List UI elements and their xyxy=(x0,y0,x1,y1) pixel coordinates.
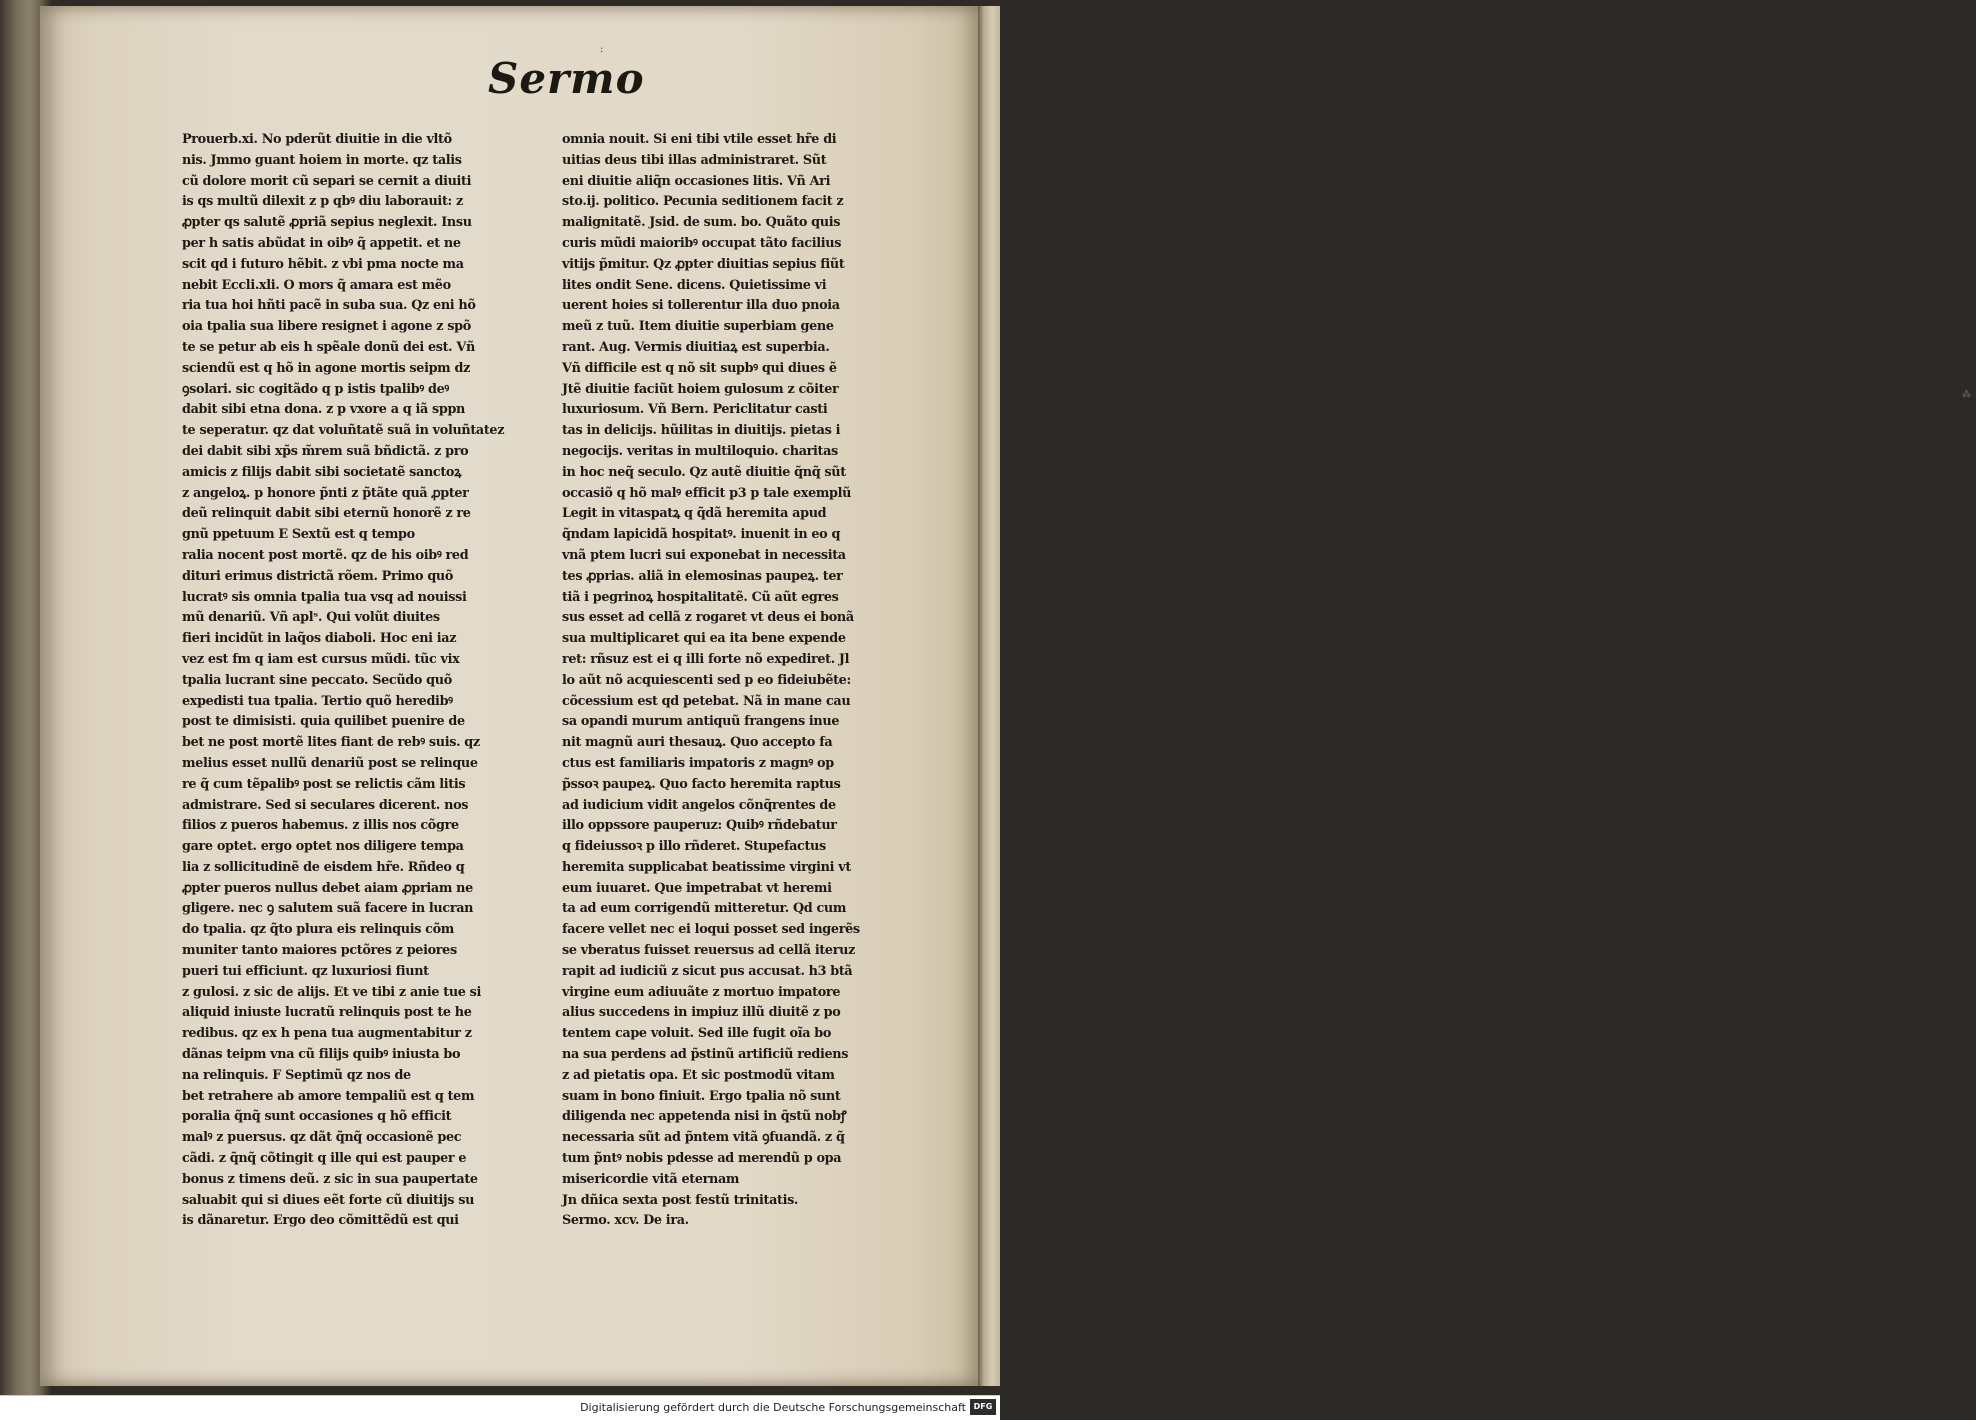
right-column-line: ctus est familiaris impatoris z magnꝰ op xyxy=(562,755,834,771)
left-column-line: tpalia lucrant sine peccato. Secũdo quõ xyxy=(182,672,452,688)
left-column-line: vez est fm q iam est cursus mũdi. tũc vix xyxy=(182,651,460,667)
left-column-line: filios z pueros habemus. z illis nos cõgre xyxy=(182,818,459,834)
left-column-line: mũ denariũ. Vñ aplˢ. Qui volũt diuites xyxy=(182,610,440,626)
left-column-line: muniter tanto maiores pctõres z peiores xyxy=(182,943,457,959)
left-column-line: gligere. nec ꝯ salutem suã facere in lucran xyxy=(182,901,474,917)
left-column-line: na relinquis. F Septimũ qz nos de xyxy=(182,1067,411,1083)
right-column-line: ret: rñsuz est ei q illi forte nõ expediret. Jl xyxy=(562,651,850,667)
right-column-line: q̃ndam lapicidã hospitatꝰ. inuenit in eo q xyxy=(562,527,841,543)
left-column-line: ꝓpter qs salutẽ ꝓpriã sepius neglexit. Insu xyxy=(182,215,472,231)
right-column-line: malignitatẽ. Jsid. de sum. bo. Quãto quis xyxy=(562,215,841,231)
right-column-line: tas in delicijs. hũilitas in diuitijs. pietas i xyxy=(562,423,841,439)
page-mark: : xyxy=(600,44,604,55)
left-column-line: oia tpalia sua libere resignet i agone z spõ xyxy=(182,319,471,335)
right-column-line: tum p̃ntꝰ nobis pdesse ad merendũ p opa xyxy=(562,1151,842,1167)
left-column-line: expedisti tua tpalia. Tertio quõ heredibꝰ xyxy=(182,693,453,709)
left-column-line: is dãnaretur. Ergo deo cõmittẽdũ est qui xyxy=(182,1213,459,1229)
left-column-line: cũ dolore morit cũ separi se cernit a diuiti xyxy=(182,173,472,189)
left-column-line: lucratꝰ sis omnia tpalia tua vsq ad nouissi xyxy=(182,589,467,605)
right-column-line: in hoc neq̃ seculo. Qz autẽ diuitie q̃nq̃ sũt xyxy=(562,464,846,480)
left-column-line: aliquid iniuste lucratũ relinquis post te he xyxy=(182,1005,472,1021)
right-column-line: suam in bono finiuit. Ergo tpalia nõ sunt xyxy=(562,1088,841,1104)
right-column-line: sus esset ad cellã z rogaret vt deus ei bonã xyxy=(562,610,854,626)
left-column-line: fieri incidũt in laq̃os diaboli. Hoc eni iaz xyxy=(182,631,457,647)
right-column-line: vitijs p̃mitur. Qz ꝓpter diuitias sepius fiũt xyxy=(562,256,845,272)
running-header: Sermo xyxy=(488,54,645,103)
next-page-edge xyxy=(978,6,1971,1386)
right-column-line: necessaria sũt ad p̃ntem vitã ꝯfuandã. z q̃ xyxy=(562,1130,845,1146)
left-column-line: saluabit qui si diues eẽt forte cũ diuitijs su xyxy=(182,1192,475,1208)
left-column-line: gare optet. ergo optet nos diligere tempa xyxy=(182,839,464,855)
right-column-line: ta ad eum corrigendũ mitteretur. Qd cum xyxy=(562,901,847,917)
left-column-line: z angeloꝝ. p honore p̃nti z p̃tãte quã ꝓpter xyxy=(182,485,469,501)
right-column-line: negocijs. veritas in multiloquio. charitas xyxy=(562,443,838,459)
right-column-line: vnã ptem lucri sui exponebat in necessita xyxy=(562,547,846,563)
right-column-line: ad iudicium vidit angelos cõnq̃rentes de xyxy=(562,797,836,813)
right-column-line: diligenda nec appetenda nisi in q̃stũ nobꝭ xyxy=(562,1109,847,1125)
funding-credit: Digitalisierung gefördert durch die Deutsche Forschungsgemeinschaft xyxy=(580,1401,966,1414)
dfg-logo: DFG xyxy=(970,1399,996,1415)
right-column-line: lites ondit Sene. dicens. Quietissime vi xyxy=(562,277,827,293)
left-column-line: do tpalia. qz q̃to plura eis relinquis cõm xyxy=(182,922,454,938)
right-column-line: cõcessium est qd petebat. Nã in mane cau xyxy=(562,693,851,709)
right-column-line: meũ z tuũ. Item diuitie superbiam gene xyxy=(562,319,834,335)
right-column-line: rant. Aug. Vermis diuitiaꝝ est superbia. xyxy=(562,339,830,355)
right-column-line: uitias deus tibi illas administraret. Sũt xyxy=(562,152,827,168)
left-column-line: deũ relinquit dabit sibi eternũ honorẽ z re xyxy=(182,506,471,522)
left-column-line: te seperatur. qz dat voluñtatẽ suã in voluñtatez xyxy=(182,423,505,439)
left-column-line: bet ne post mortẽ lites fiant de rebꝰ suis. qz xyxy=(182,735,480,751)
left-column-line: nis. Jmmo guant hoiem in morte. qz talis xyxy=(182,152,462,168)
left-column-line: dituri erimus districtã rõem. Primo quõ xyxy=(182,568,454,584)
left-column-line: ralia nocent post mortẽ. qz de his oibꝰ red xyxy=(182,547,469,563)
left-column-line: lia z sollicitudinẽ de eisdem hr̃e. Rñdeo q xyxy=(182,859,465,875)
text-column-right xyxy=(562,130,862,1232)
left-column-line: bonus z timens deũ. z sic in sua paupertate xyxy=(182,1171,478,1187)
left-column-line: amicis z filijs dabit sibi societatẽ sanctoꝝ xyxy=(182,464,462,480)
right-column-line: tiã i pegrinoꝝ hospitalitatẽ. Cũ aũt egres xyxy=(562,589,839,605)
right-column-line: na sua perdens ad p̃stinũ artificiũ rediens xyxy=(562,1047,849,1063)
left-column-line: post te dimisisti. quia quilibet puenire de xyxy=(182,714,465,730)
left-column-line: re q̃ cum tẽpalibꝰ post se relictis cãm litis xyxy=(182,776,466,792)
right-column-line: tes ꝓprias. aliã in elemosinas paupeꝝ. ter xyxy=(562,568,843,584)
right-column-line: illo oppssore pauperuz: Quibꝰ rñdebatur xyxy=(562,818,837,834)
margin-note-fragment: ⁂ xyxy=(1962,390,1971,400)
right-column-line: lo aũt nõ acquiescenti sed p eo fideiubẽte: xyxy=(562,672,851,688)
right-column-line: luxuriosum. Vñ Bern. Periclitatur casti xyxy=(562,402,828,418)
right-column-line: sto.ij. politico. Pecunia seditionem facit z xyxy=(562,194,844,210)
left-column-line: ꝓpter pueros nullus debet aiam ꝓpriam ne xyxy=(182,880,473,896)
right-column-line: z ad pietatis opa. Et sic postmodũ vitam xyxy=(562,1067,835,1083)
left-column-line: bet retrahere ab amore tempaliũ est q tem xyxy=(182,1088,475,1104)
left-column-line: scit qd i futuro hẽbit. z vbi pma nocte ma xyxy=(182,256,464,272)
right-column-line: Vñ difficile est q nõ sit supbꝰ qui diues ẽ xyxy=(562,360,837,376)
left-column-line: dãnas teipm vna cũ filijs quibꝰ iniusta bo xyxy=(182,1047,461,1063)
right-column-line: se vberatus fuisset reuersus ad cellã iteruz xyxy=(562,943,855,959)
left-column-line: dei dabit sibi xp̃s m̃rem suã bñdictã. z pro xyxy=(182,443,469,459)
right-column-line: Legit in vitaspatꝝ q q̃dã heremita apud xyxy=(562,506,827,522)
right-column-line: curis mũdi maioribꝰ occupat tãto facilius xyxy=(562,235,842,251)
right-column-line: misericordie vitã eternam xyxy=(562,1171,740,1187)
right-column-line: eni diuitie aliq̃n occasiones litis. Vñ Ari xyxy=(562,173,831,189)
text-column-left xyxy=(182,130,505,1232)
right-column-line: virgine eum adiuuãte z mortuo impatore xyxy=(562,984,841,1000)
left-column-line: melius esset nullũ denariũ post se relinque xyxy=(182,755,478,771)
digitization-footer xyxy=(0,1395,1000,1420)
right-column-line: rapit ad iudiciũ z sicut pus accusat. h3 btã xyxy=(562,963,853,979)
left-column-line: Prouerb.xi. No pderũt diuitie in die vltõ xyxy=(182,132,452,147)
left-column-line: pueri tui efficiunt. qz luxuriosi fiunt xyxy=(182,963,429,979)
right-column-line: heremita supplicabat beatissime virgini vt xyxy=(562,859,851,875)
left-column-line: poralia q̃nq̃ sunt occasiones q hõ efficit xyxy=(182,1109,452,1125)
left-column-line: is qs multũ dilexit z p qbꝰ diu laborauit: z xyxy=(182,194,463,210)
left-column-line: z gulosi. z sic de alijs. Et ve tibi z anie tue si xyxy=(182,984,482,1000)
right-column-line: p̃ssoꝛ paupeꝝ. Quo facto heremita raptus xyxy=(562,776,841,792)
left-column-line: nebit Eccli.xli. O mors q̃ amara est mẽo xyxy=(182,277,451,293)
left-column-line: redibus. qz ex h pena tua augmentabitur z xyxy=(182,1026,472,1042)
right-column-line: uerent hoies si tollerentur illa duo pnoia xyxy=(562,298,840,314)
right-column-line: omnia nouit. Si eni tibi vtile esset hr̃e di xyxy=(562,132,837,147)
left-column-line: per h satis abũdat in oibꝰ q̃ appetit. et ne xyxy=(182,235,461,251)
right-column-line: nit magnũ auri thesauꝝ. Quo accepto fa xyxy=(562,735,833,751)
right-column-line: Jtẽ diuitie faciũt hoiem gulosum z cõiter xyxy=(562,381,839,397)
left-column-line: admistrare. Sed si seculares dicerent. nos xyxy=(182,797,469,813)
right-column-line: tentem cape voluit. Sed ille fugit oĩa bo xyxy=(562,1026,832,1042)
left-column-line: malꝰ z puersus. qz dãt q̃nq̃ occasionẽ pec xyxy=(182,1130,462,1146)
left-column-line: gnũ ppetuum E Sextũ est q tempo xyxy=(182,527,415,543)
left-column-line: cãdi. z q̃nq̃ cõtingit q ille qui est pauper e xyxy=(182,1151,467,1167)
right-column-line: eum iuuaret. Que impetrabat vt heremi xyxy=(562,880,832,896)
left-column-line: dabit sibi etna dona. z p vxore a q iã sppn xyxy=(182,402,466,418)
left-column-line: ꝯsolari. sic cogitãdo q p istis tpalibꝰ deꝰ xyxy=(182,381,449,397)
left-column-line: sciendũ est q hõ in agone mortis seipm dz xyxy=(182,360,470,376)
right-column-line: sa opandi murum antiquũ frangens inue xyxy=(562,714,840,730)
left-column-line: ria tua hoi hñti pacẽ in suba sua. Qz eni hõ xyxy=(182,298,476,314)
right-column-line: alius succedens in impiuz illũ diuitẽ z po xyxy=(562,1005,841,1021)
right-column-line: facere vellet nec ei loqui posset sed ingerẽs xyxy=(562,922,860,938)
right-column-line: Sermo. xcv. De ira. xyxy=(562,1213,689,1229)
right-column-line: q fideiussoꝛ p illo rñderet. Stupefactus xyxy=(562,839,826,855)
right-column-line: occasiõ q hõ malꝰ efficit p3 p tale exemplũ xyxy=(562,485,852,501)
left-column-line: te se petur ab eis h spẽale donũ dei est. Vñ xyxy=(182,339,475,355)
right-column-line: Jn dñica sexta post festũ trinitatis. xyxy=(562,1192,799,1208)
right-column-line: sua multiplicaret qui ea ita bene expende xyxy=(562,631,846,647)
